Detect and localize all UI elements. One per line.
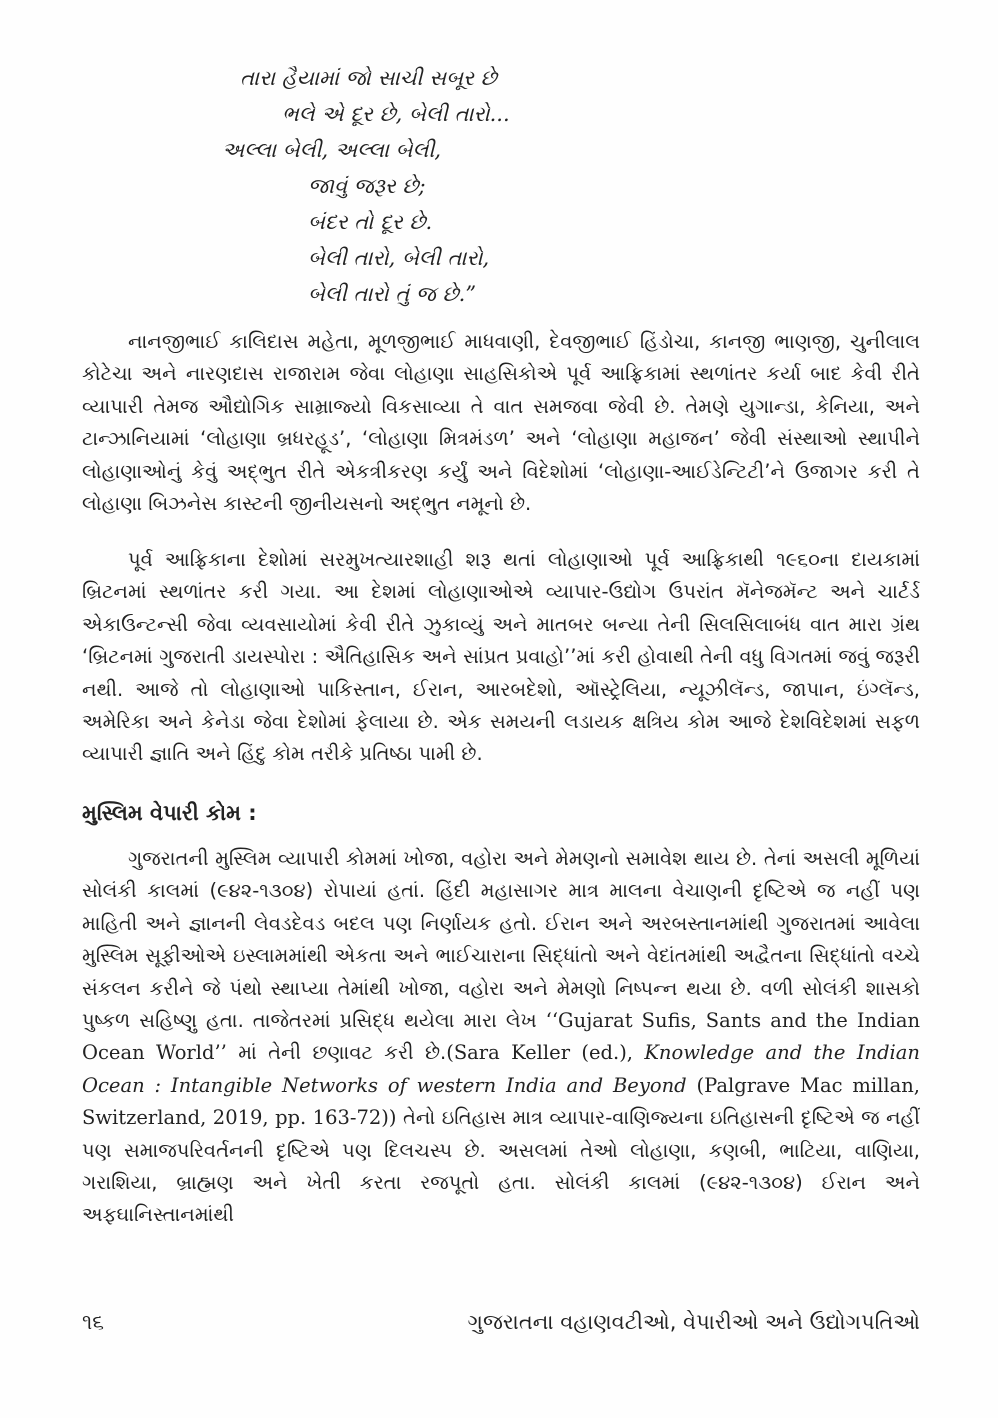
page-number: ૧૬ [82,1310,105,1334]
paragraph-text-part: તેનો ઇતિહાસ માત્ર વ્યાપાર-વાણિજ્યના ઇતિહાસની દૃષ્ટિએ જ નહીં પણ સમાજપરિવર્તનની દૃષ્ટિએ પણ દિલચસ્પ છે. અસલમાં તેઓ લોહાણા, કણબી, ભાટિયા, વાણિયા, ગરાશિયા, બ્રાહ્મણ અને ખેતી કરતા રજપૂતો હતા. સોલંકી કાલમાં (૯૪૨-૧૩૦૪) ઈરાન અને અફઘાનિસ્તાનમાંથી [82,1106,920,1227]
article-title: ‘‘Gujarat Sufis, Sants and the Indian Ocean World’’ [82,1009,921,1065]
poem-line: જાવું જરૂર છે; [308,174,426,198]
paragraph-lohana-britain [82,544,920,771]
paragraph-text: નાનજીભાઈ કાલિદાસ મહેતા, મૂળજીભાઈ માધવાણી, દેવજીભાઈ હિંડોચા, કાનજી ભાણજી, ચુનીલાલ કોટેચા અને નારણદાસ રાજારામ જેવા લોહાણા સાહસિકોએ પૂર્વ આફ્રિકામાં સ્થળાંતર કર્યા બાદ કેવી રીતે વ્યાપારી તેમજ ઔદ્યોગિક સામ્રાજ્યો વિકસાવ્યા તે વાત સમજવા જેવી છે. તેમણે યુગાન્ડા, કેનિયા, અને ટાન્ઝાનિયામાં ‘લોહાણા બ્રધરહૂડ’, ‘લોહાણા મિત્રમંડળ’ અને ‘લોહાણા મહાજન’ જેવી સંસ્થાઓ સ્થાપીને લોહાણાઓનું કેવું અદ્‌ભુત રીતે એકત્રીકરણ કર્યું અને વિદેશોમાં ‘લોહાણા-આઈડેન્ટિટી’ને ઉજાગર કરી તે લોહાણા બિઝનેસ કાસ્ટની જીનીયસનો અદ્‌ભુત નમૂનો છે. [82,330,920,516]
paragraph-muslim-community [82,843,920,1232]
citation-publisher: (Palgrave Mac millan, Switzerland, 2019, pp. 163-72)) [82,1073,920,1130]
poem-line: બેલી તારો તું જ છે.” [308,282,477,306]
running-title: ગુજરાતના વહાણવટીઓ, વેપારીઓ અને ઉદ્યોગપતિઓ [467,1310,920,1334]
poem-line: તારા હૈયામાં જો સાચી સબૂર છે [240,66,497,90]
citation-book-title: Knowledge and the Indian Ocean : Intangible Networks of western India and Beyond [82,1041,920,1097]
poem-line: બંદર તો દૂર છે. [308,210,433,234]
poem-block [222,60,800,312]
page-footer [82,1306,920,1338]
section-heading: મુસ્લિમ વેપારી કોમ : [82,801,257,825]
paragraph-lohana-africa [82,326,920,520]
poem-line: અલ્લા બેલી, અલ્લા બેલી, [222,138,442,162]
citation-prefix: (Sara Keller (ed.), [446,1041,645,1065]
poem-line: ભલે એ દૂર છે, બેલી તારો... [282,102,510,126]
paragraph-text [82,843,920,1232]
paragraph-text-part: ગુજરાતની મુસ્લિમ વ્યાપારી કોમમાં ખોજા, વહોરા અને મેમણનો સમાવેશ થાય છે. તેનાં અસલી મૂળિયાં સોલંકી કાલમાં (૯૪૨-૧૩૦૪) રોપાયાં હતાં. હિંદી મહાસાગર માત્ર માલના વેચાણની દૃષ્ટિએ જ નહીં પણ માહિતી અને જ્ઞાનની લેવડદેવડ બદલ પણ નિર્ણાયક હતો. ઈરાન અને અરબસ્તાનમાંથી ગુજરાતમાં આવેલા મુસ્લિમ સૂફીઓએ ઇસ્લામમાંથી એકતા અને ભાઈચારાના સિદ્ધાંતો અને વેદાંતમાંથી અદ્વૈતના સિદ્ધાંતો વચ્ચે સંકલન કરીને જે પંથો સ્થાપ્યા તેમાંથી ખોજા, વહોરા અને મેમણો નિષ્પન્ન થયા છે. વળી સોલંકી શાસકો પુષ્કળ સહિષ્ણુ હતા. તાજેતરમાં પ્રસિદ્ધ થયેલા મારા લેખ [82,847,920,1033]
paragraph-text-part: માં તેની છણાવટ કરી છે. [226,1041,447,1065]
paragraph-text: પૂર્વ આફ્રિકાના દેશોમાં સરમુખત્યારશાહી શરૂ થતાં લોહાણાઓ પૂર્વ આફ્રિકાથી ૧૯૬૦ના દાયકામાં બ્રિટનમાં સ્થળાંતર કરી ગયા. આ દેશમાં લોહાણાઓએ વ્યાપાર-ઉદ્યોગ ઉપરાંત મૅનેજમૅન્ટ અને ચાર્ટર્ડ એકાઉન્ટન્સી જેવા વ્યવસાયોમાં કેવી રીતે ઝુકાવ્યું અને માતબર બન્યા તેની સિલસિલાબંધ વાત મારા ગ્રંથ ‘બ્રિટનમાં ગુજરાતી ડાયસ્પોરા : ઐતિહાસિક અને સાંપ્રત પ્રવાહો’’માં કરી હોવાથી તેની વધુ વિગતમાં જવું જરૂરી નથી. આજે તો લોહાણાઓ પાકિસ્તાન, ઈરાન, આરબદેશો, ઑસ્ટ્રેલિયા, ન્યૂઝીલૅન્ડ, જાપાન, ઇંગ્લૅન્ડ, અમેરિકા અને કેનેડા જેવા દેશોમાં ફેલાયા છે. એક સમયની લડાયક ક્ષત્રિય કોમ આજે દેશવિદેશમાં સફળ વ્યાપારી જ્ઞાતિ અને હિંદુ કોમ તરીકે પ્રતિષ્ઠા પામી છે. [82,548,920,766]
poem-line: બેલી તારો, બેલી તારો, [308,246,490,270]
